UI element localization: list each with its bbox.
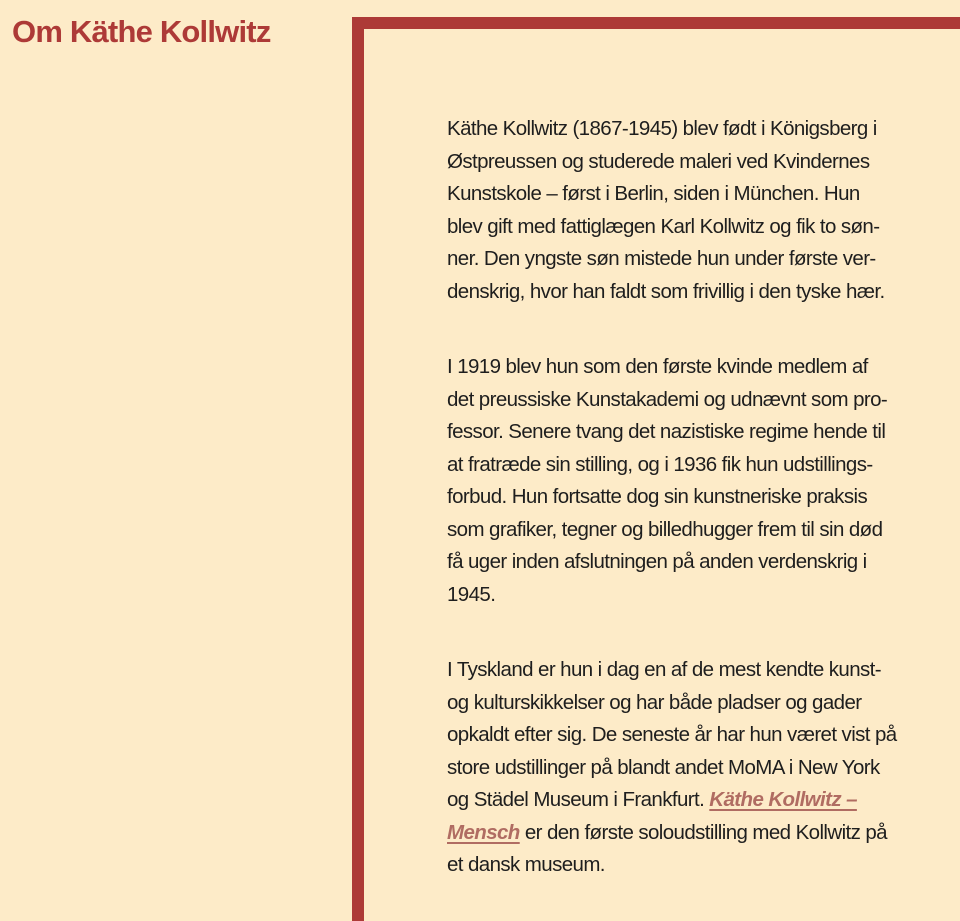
paragraph-line: at fratræde sin stilling, og i 1936 fik hun udstillings- xyxy=(447,452,873,476)
paragraph-line: denskrig, hvor han faldt som frivillig i den tyske hær. xyxy=(447,279,885,303)
paragraph-line: Kunstskole – først i Berlin, siden i München. Hun xyxy=(447,182,860,205)
paragraph-line: fessor. Senere tvang det nazistiske regime hende til xyxy=(447,420,886,443)
frame-top-border xyxy=(352,17,960,29)
frame-left-border xyxy=(352,17,364,921)
paragraph-line: blev gift med fattiglægen Karl Kollwitz og fik to søn- xyxy=(447,214,880,238)
paragraph-career xyxy=(447,351,927,611)
paragraph-line: et dansk museum. xyxy=(447,853,605,876)
paragraph-line: Käthe Kollwitz (1867-1945) blev født i Königsberg i xyxy=(447,117,877,140)
paragraph-line: 1945. xyxy=(447,582,496,606)
paragraph-line: det preussiske Kunstakademi og udnævnt som pro- xyxy=(447,387,888,411)
page-title: Om Käthe Kollwitz xyxy=(12,14,271,49)
paragraph-line: er den første soloudstilling med Kollwitz på xyxy=(519,820,887,844)
paragraph-line: I Tyskland er hun i dag en af de mest kendte kunst- xyxy=(447,658,881,681)
paragraph-line: ner. Den yngste søn mistede hun under første ver- xyxy=(447,247,876,270)
exhibition-link-line-2: Mensch xyxy=(447,820,520,844)
paragraph-line: forbud. Hun fortsatte dog sin kunstneriske praksis xyxy=(447,485,868,508)
paragraph-line: få uger inden afslutningen på anden verdenskrig i xyxy=(447,550,867,573)
paragraph-line: I 1919 blev hun som den første kvinde medlem af xyxy=(447,355,868,378)
paragraph-line: store udstillinger på blandt andet MoMA i New York xyxy=(447,755,880,779)
article-body xyxy=(447,113,927,882)
paragraph-line: og kulturskikkelser og har både pladser og gader xyxy=(447,690,862,714)
exhibition-link-line-1: Käthe Kollwitz – xyxy=(709,788,857,811)
paragraph-biography xyxy=(447,113,927,308)
paragraph-line: Østpreussen og studerede maleri ved Kvindernes xyxy=(447,149,870,173)
paragraph-line: opkaldt efter sig. De seneste år har hun været vist på xyxy=(447,723,897,746)
paragraph-line: som grafiker, tegner og billedhugger frem til sin død xyxy=(447,517,883,541)
paragraph-line: og Städel Museum i Frankfurt. xyxy=(447,788,710,811)
paragraph-legacy xyxy=(447,654,927,882)
